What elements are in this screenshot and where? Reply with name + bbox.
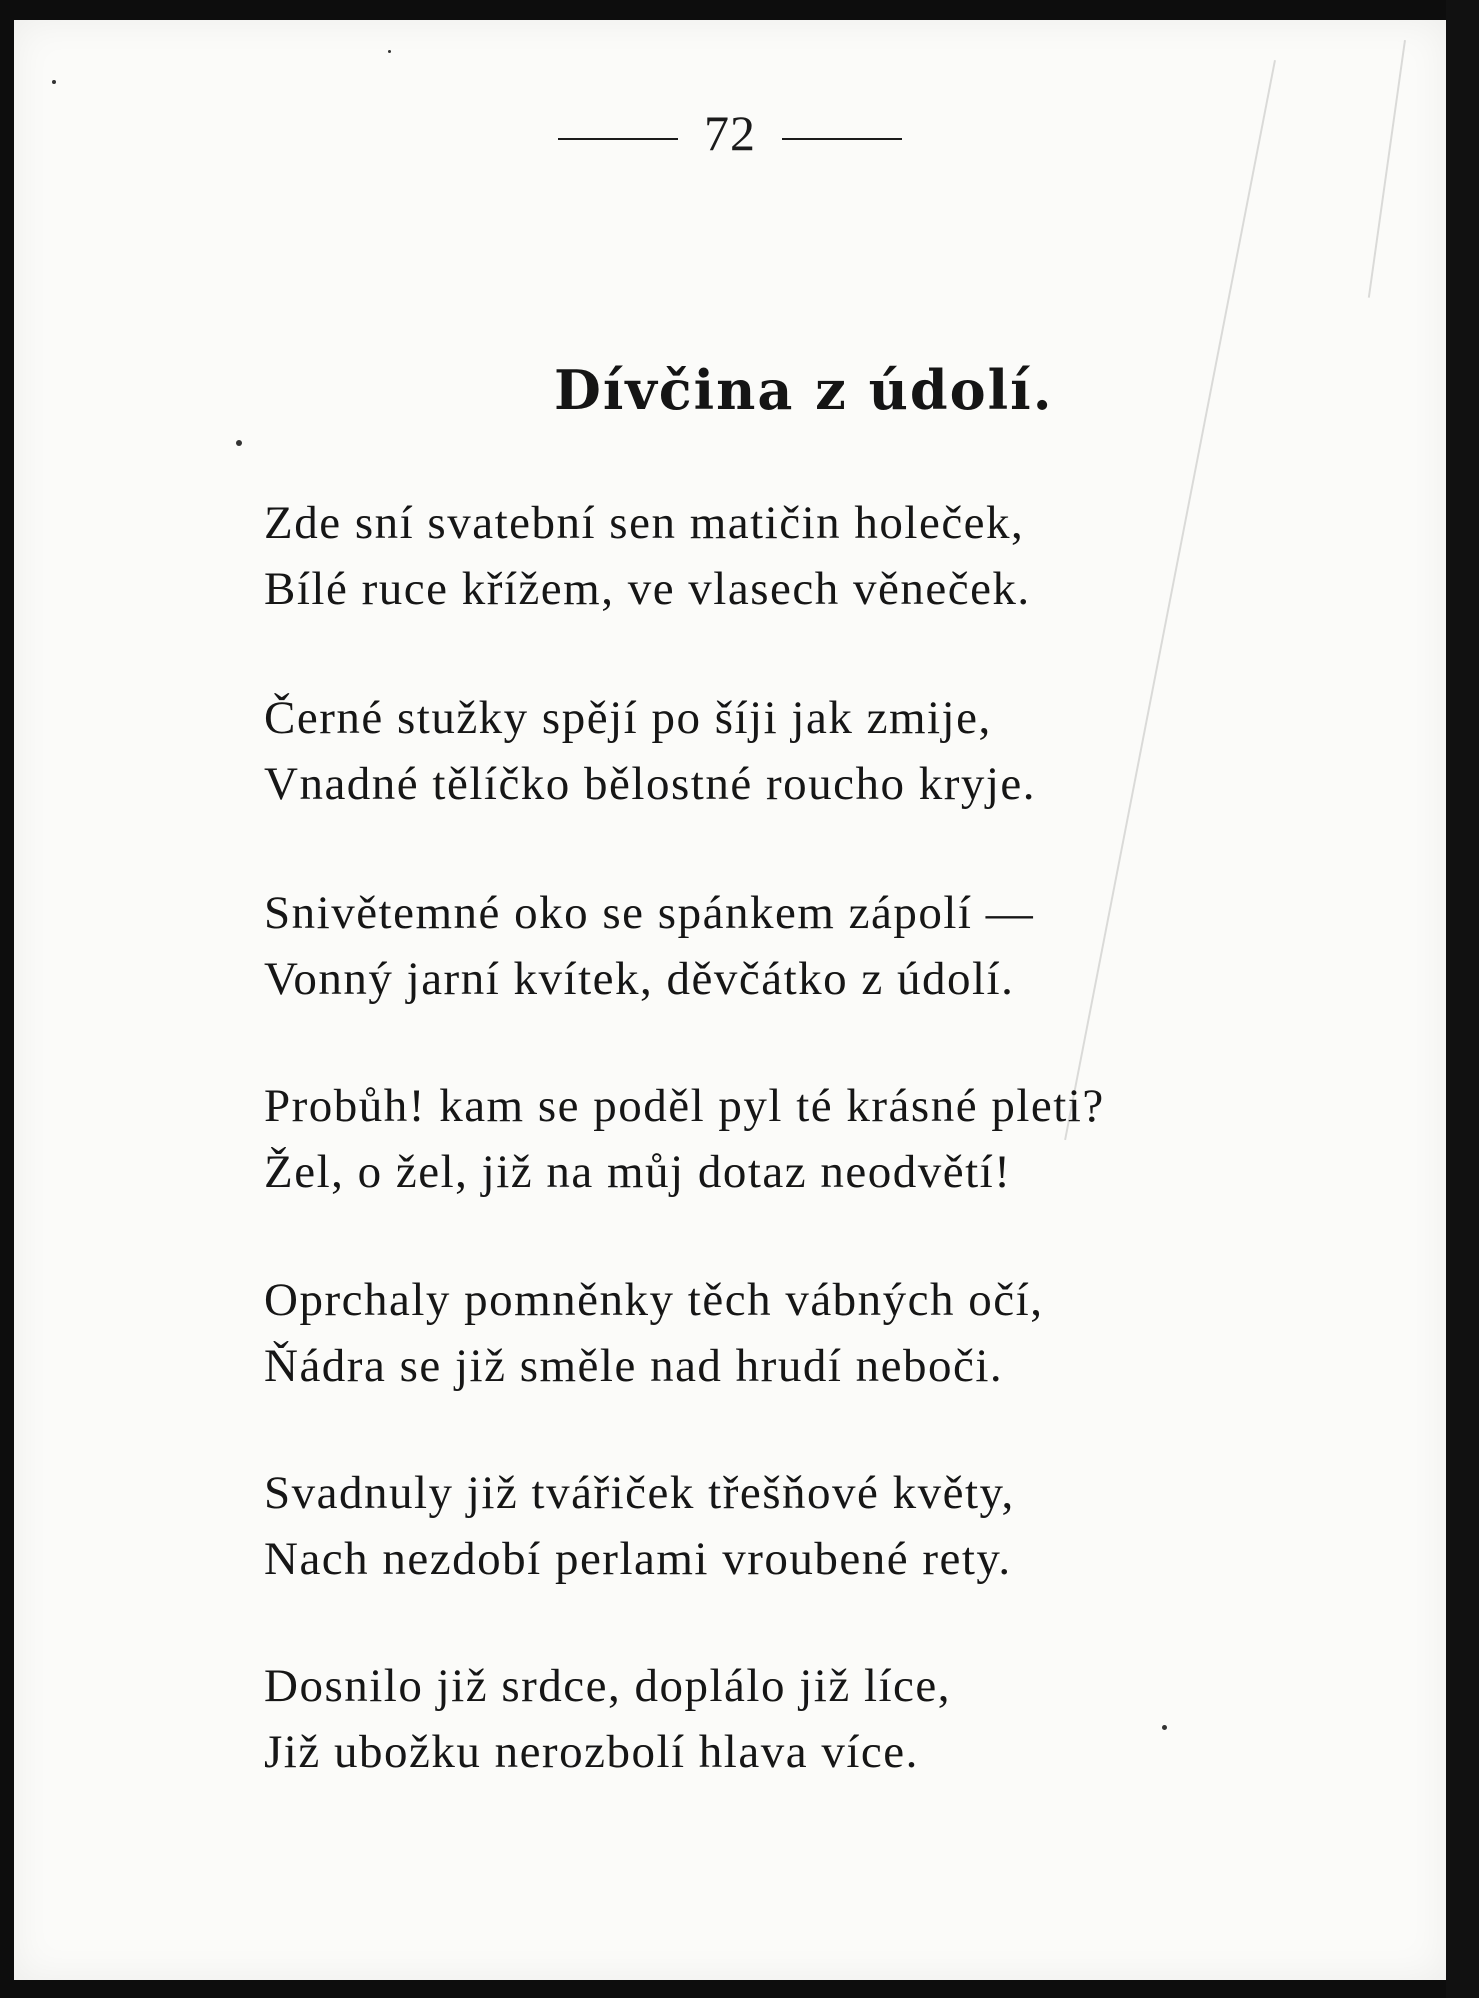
book-page [14,20,1446,1980]
verse-line: Ňádra se již směle nad hrudí neboči. [264,1340,1004,1392]
verse-line: Nach nezdobí perlami vroubené rety. [264,1533,1012,1585]
ink-speck [52,80,56,84]
verse-line: Oprchaly pomněnky těch vábných očí, [264,1274,1044,1326]
verse-line: Probůh! kam se poděl pyl té krásné pleti? [264,1080,1105,1132]
header-rule-right [782,138,902,140]
verse-line: Bílé ruce křížem, ve vlasech věneček. [264,563,1031,615]
verse-line: Vonný jarní kvítek, děvčátko z údolí. [264,953,1015,1005]
verse-line: Snivětemné oko se spánkem zápolí — [264,887,1035,939]
poem-title: Dívčina z údolí. [554,358,1054,422]
paper-fold-line [1368,40,1406,298]
stanza [264,490,1394,622]
verse-line: Žel, o žel, již na můj dotaz neodvětí! [264,1146,1012,1198]
ink-speck [388,50,391,53]
verse-line: Dosnilo již srdce, doplálo již líce, [264,1660,952,1712]
stanza [264,1653,1394,1785]
stanza [264,880,1394,1012]
header-rule-left [558,138,678,140]
stanza [264,1267,1394,1399]
verse-line: Zde sní svatební sen matičin holeček, [264,497,1025,549]
ink-speck [236,440,242,446]
stanza [264,1460,1394,1592]
stanza [264,685,1394,817]
verse-line: Již ubožku nerozbolí hlava více. [264,1726,919,1778]
verse-line: Černé stužky spějí po šíji jak zmije, [264,692,992,744]
ink-speck [1162,1725,1167,1730]
page-number: 72 [704,105,756,161]
scan-right-edge [1446,0,1479,1998]
stanza [264,1073,1394,1205]
page-header [14,104,1446,162]
verse-line: Vnadné tělíčko bělostné roucho kryje. [264,758,1037,810]
verse-line: Svadnuly již tvářiček třešňové květy, [264,1467,1015,1519]
